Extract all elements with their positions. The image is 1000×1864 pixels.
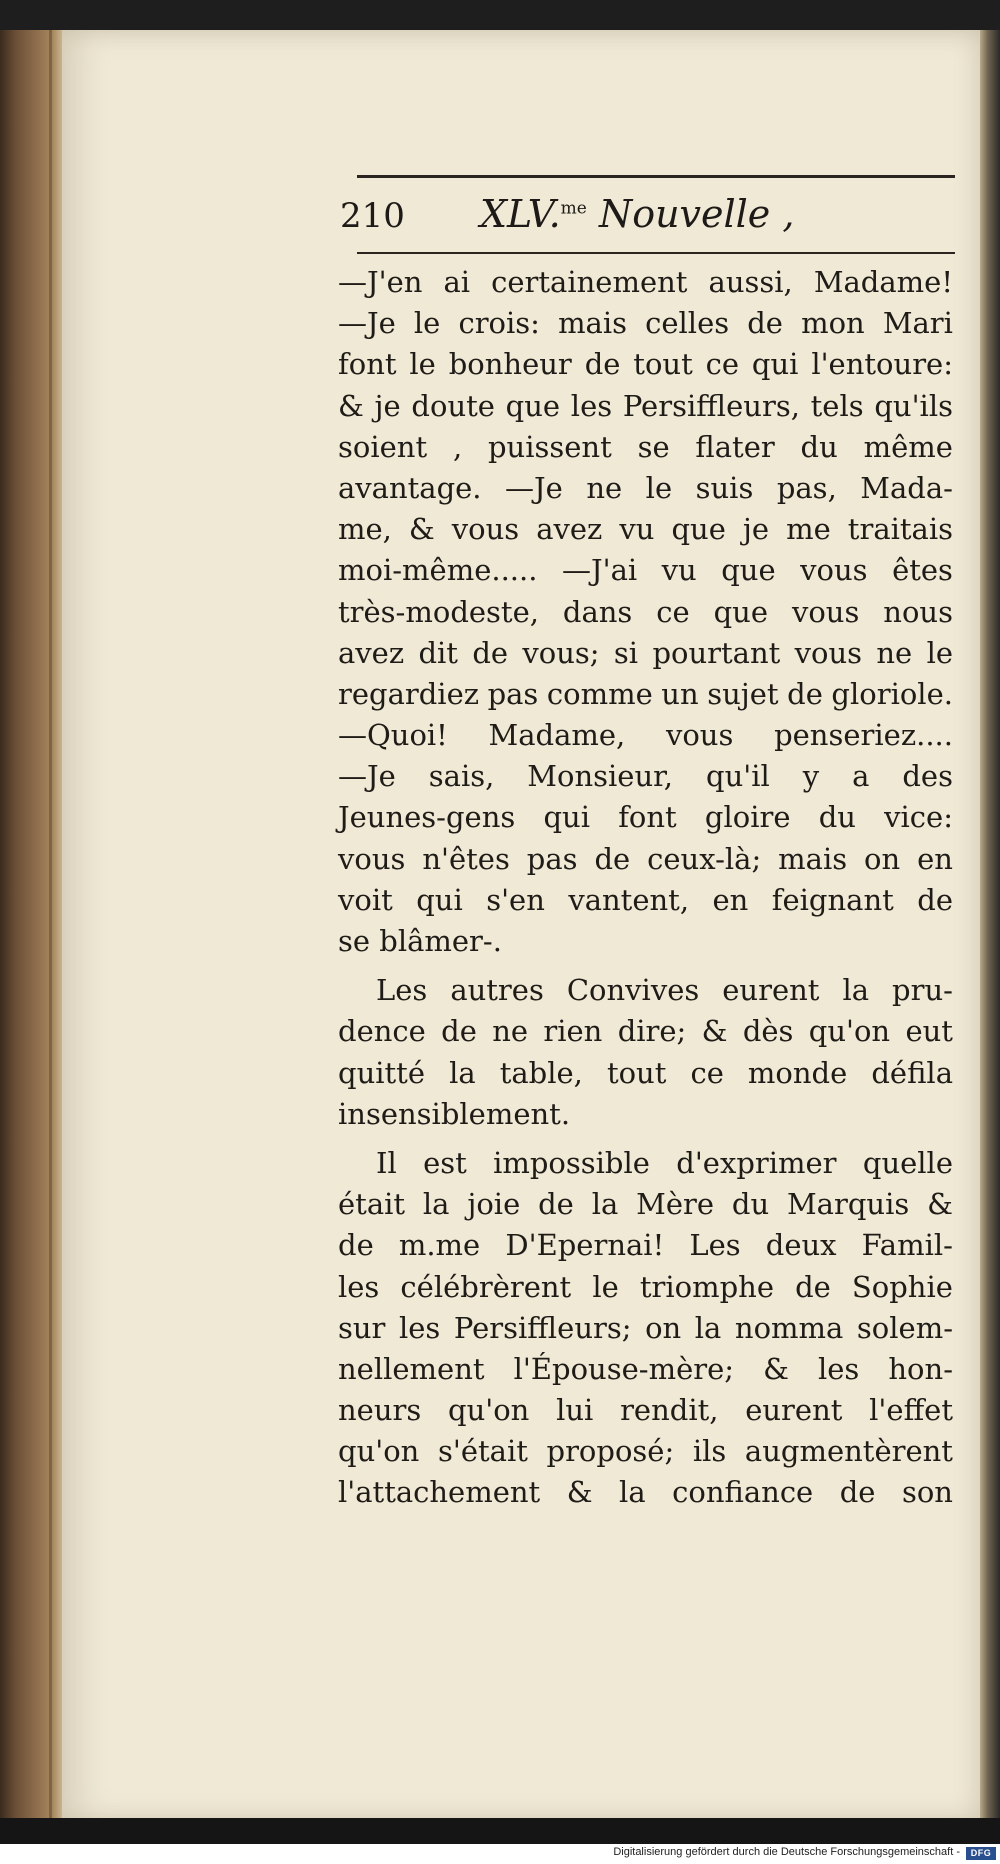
word: font <box>618 800 677 835</box>
word: quelle <box>862 1145 953 1180</box>
word: pas <box>526 841 578 876</box>
word: regardiez <box>338 676 480 711</box>
text-line <box>338 756 953 797</box>
word: vous <box>791 594 860 629</box>
word: se <box>637 429 670 464</box>
paragraph-gap <box>338 1135 953 1143</box>
text-line <box>338 1053 953 1094</box>
word: ce <box>705 347 740 382</box>
running-head-superscript: me <box>560 198 587 219</box>
word: vu <box>661 553 697 588</box>
text-line <box>338 1390 953 1431</box>
word: aussi, <box>708 265 793 299</box>
text-line <box>338 880 953 921</box>
word: très-modeste, <box>338 594 539 629</box>
word: flater <box>695 429 775 464</box>
word: s'était <box>437 1434 528 1469</box>
text-line <box>338 1267 953 1308</box>
word: font <box>338 347 397 382</box>
word: triomphe <box>639 1269 774 1304</box>
word: gloire <box>704 800 791 835</box>
word: traitais <box>847 512 953 547</box>
word: la <box>619 1475 646 1510</box>
word: tels <box>810 388 864 423</box>
word: de <box>594 841 631 876</box>
word: que <box>721 553 776 588</box>
word: Madame, <box>488 718 626 753</box>
word: rendit, <box>620 1393 719 1428</box>
word: les <box>817 1351 860 1386</box>
text-line <box>338 509 953 550</box>
word: Les <box>689 1228 741 1263</box>
text-line <box>338 1349 953 1390</box>
word: bonheur <box>448 347 572 382</box>
word: de <box>795 1269 831 1304</box>
word: Il <box>376 1145 397 1180</box>
word: d'exprimer <box>676 1145 837 1180</box>
word: nous <box>883 594 953 629</box>
word: le <box>413 306 441 341</box>
word: ne <box>492 1014 529 1049</box>
word: vice: <box>884 800 953 835</box>
digitization-credit: Digitalisierung gefördert durch die Deutsche Forschungsgemeinschaft - <box>613 1846 960 1858</box>
word: & <box>566 1475 593 1510</box>
word: vantent, <box>568 882 690 917</box>
running-head <box>480 192 794 236</box>
word: ne <box>586 470 623 505</box>
word: moi-même..... <box>338 553 538 588</box>
word: mais <box>558 306 628 341</box>
word: pas, <box>776 470 837 505</box>
word: Persiffleurs, <box>622 388 800 423</box>
text-line <box>338 344 953 385</box>
text-line <box>338 970 953 1011</box>
word: gloriole. <box>831 676 953 711</box>
word: on <box>645 1310 682 1345</box>
text-line <box>338 1143 953 1184</box>
word: que <box>671 512 726 547</box>
word: joie <box>467 1187 521 1222</box>
word: les <box>338 1269 380 1304</box>
word: était <box>338 1187 406 1222</box>
word: pru- <box>892 973 953 1008</box>
word: Persiffleurs; <box>453 1310 632 1345</box>
word: qu'on <box>448 1393 530 1428</box>
word: ce <box>656 594 690 629</box>
word: dans <box>562 594 633 629</box>
word: Les <box>376 973 428 1008</box>
word: de <box>839 1475 876 1510</box>
word: je <box>374 388 401 423</box>
word: impossible <box>493 1145 650 1180</box>
word: solem- <box>856 1310 953 1345</box>
text-line <box>338 1431 953 1472</box>
word: des <box>902 759 953 794</box>
page-number: 210 <box>340 196 405 236</box>
word: en <box>712 882 749 917</box>
word: la <box>694 1310 722 1345</box>
word: dès <box>742 1014 794 1049</box>
text-line: insensiblement. <box>338 1096 571 1131</box>
running-head-numeral: XLV. <box>480 192 561 236</box>
word: le <box>926 635 953 670</box>
word: un <box>661 676 699 711</box>
scan-bottom-edge <box>0 1818 1000 1844</box>
word: —Quoi! <box>338 718 448 753</box>
word: —J'ai <box>561 553 638 588</box>
word: pas <box>487 676 539 711</box>
word: dire; <box>617 1014 687 1049</box>
text-line <box>338 715 953 756</box>
word: ce <box>690 1055 724 1090</box>
header-rule-top <box>357 175 955 178</box>
word: penseriez.... <box>774 718 953 753</box>
word: les <box>570 388 613 423</box>
word: sujet <box>707 676 779 711</box>
word: puissent <box>487 429 612 464</box>
word: même <box>863 429 953 464</box>
word: qui <box>543 800 590 835</box>
word: les <box>399 1310 441 1345</box>
word: D'Epernai! <box>505 1228 665 1263</box>
word: , <box>452 429 463 464</box>
text-line <box>338 468 953 509</box>
word: le <box>409 347 436 382</box>
word: a <box>852 759 870 794</box>
word: vous <box>338 841 406 876</box>
word: on <box>864 841 901 876</box>
word: Mari <box>882 306 953 341</box>
word: ceux-là; <box>647 841 762 876</box>
running-head-title: Nouvelle , <box>586 192 795 236</box>
word: je <box>742 512 770 547</box>
word: de <box>441 1014 477 1049</box>
word: si <box>613 635 639 670</box>
word: me <box>786 512 831 547</box>
word: êtes <box>892 553 953 588</box>
word: en <box>917 841 953 876</box>
word: vu <box>619 512 655 547</box>
word: deux <box>765 1228 837 1263</box>
text-line <box>338 1472 953 1513</box>
word: de <box>472 635 509 670</box>
word: Monsieur, <box>527 759 674 794</box>
scan-top-edge <box>0 0 1000 30</box>
word: Marquis <box>786 1187 910 1222</box>
digitization-footer <box>0 1844 1000 1864</box>
word: dit <box>418 635 458 670</box>
word: mon <box>801 306 865 341</box>
word: vous; <box>522 635 600 670</box>
text-line <box>338 1225 953 1266</box>
word: tout <box>633 347 693 382</box>
word: la <box>422 1187 450 1222</box>
word: vous <box>794 635 863 670</box>
word: y <box>802 759 820 794</box>
word: feignant <box>771 882 894 917</box>
word: de <box>584 347 621 382</box>
word: du <box>818 800 856 835</box>
word: défila <box>871 1055 953 1090</box>
word: eurent <box>722 973 820 1008</box>
word: —Je <box>338 306 396 341</box>
word: crois: <box>458 306 540 341</box>
word: soient <box>338 429 428 464</box>
word: vous <box>665 718 734 753</box>
word: de <box>538 1187 574 1222</box>
word: vous <box>451 512 520 547</box>
word: ai <box>443 265 471 299</box>
word: du <box>731 1187 770 1222</box>
word: ils <box>692 1434 727 1469</box>
word: l'attachement <box>338 1475 541 1510</box>
paragraph-gap <box>338 962 953 970</box>
word: m.me <box>398 1228 481 1263</box>
word: son <box>901 1475 953 1510</box>
word: mais <box>778 841 848 876</box>
word: s'en <box>486 882 545 917</box>
word: avez <box>338 635 405 670</box>
word: hon- <box>888 1351 953 1386</box>
word: —Je <box>505 470 563 505</box>
word: quitté <box>338 1055 425 1090</box>
word: lui <box>556 1393 594 1428</box>
word: comme <box>546 676 653 711</box>
word: Jeunes-gens <box>338 800 516 835</box>
dfg-logo: DFG <box>966 1847 996 1860</box>
word: est <box>423 1145 467 1180</box>
word: nellement <box>338 1351 485 1386</box>
word: sur <box>338 1310 386 1345</box>
text-line <box>338 592 953 633</box>
word: la <box>842 973 870 1008</box>
word: autres <box>450 973 544 1008</box>
word: me, <box>338 512 392 547</box>
book-spine-edge <box>0 30 62 1825</box>
text-line <box>338 427 953 468</box>
page-header <box>340 192 960 248</box>
text-line <box>338 262 953 303</box>
word: le <box>592 1269 619 1304</box>
word: Mada- <box>860 470 953 505</box>
word: la <box>591 1187 619 1222</box>
word: qu'on <box>808 1014 891 1049</box>
word: eut <box>905 1014 953 1049</box>
text-line <box>338 633 953 674</box>
word: dence <box>338 1014 426 1049</box>
text-line <box>338 550 953 591</box>
word: l'effet <box>869 1393 953 1428</box>
word: qu'il <box>706 759 770 794</box>
word: sais, <box>428 759 495 794</box>
word: & <box>927 1187 953 1222</box>
word: qu'ils <box>874 388 953 423</box>
word: augmentèrent <box>744 1434 953 1469</box>
text-line <box>338 1184 953 1225</box>
word: qui <box>416 882 463 917</box>
word: rien <box>543 1014 603 1049</box>
word: Sophie <box>851 1269 953 1304</box>
word: Famil- <box>861 1228 953 1263</box>
text-line <box>338 674 953 715</box>
word: pourtant <box>652 635 781 670</box>
word: proposé; <box>546 1434 675 1469</box>
word: ne <box>876 635 913 670</box>
word: & <box>408 512 435 547</box>
word: nomma <box>734 1310 844 1345</box>
text-line <box>338 1011 953 1052</box>
word: & <box>338 388 364 423</box>
word: de <box>338 1228 374 1263</box>
word: de <box>787 676 823 711</box>
word: qui <box>751 347 799 382</box>
page-fore-edge <box>980 30 1000 1825</box>
text-line: se blâmer-. <box>338 924 502 958</box>
word: table, <box>499 1055 583 1090</box>
word: l'entoure: <box>811 347 953 382</box>
word: Convives <box>566 973 700 1008</box>
word: le <box>645 470 673 505</box>
word: l'Épouse-mère; <box>513 1351 735 1386</box>
word: que <box>505 388 561 423</box>
text-line <box>338 1308 953 1349</box>
text-line <box>338 303 953 344</box>
word: suis <box>695 470 754 505</box>
text-line <box>338 839 953 880</box>
word: avez <box>536 512 603 547</box>
word: la <box>449 1055 476 1090</box>
word: voit <box>338 882 393 917</box>
word: de <box>747 306 783 341</box>
word: de <box>917 882 953 917</box>
word: qu'on <box>338 1434 420 1469</box>
word: du <box>800 429 838 464</box>
word: doute <box>411 388 495 423</box>
word: monde <box>747 1055 848 1090</box>
word: que <box>713 594 769 629</box>
word: Madame! <box>813 265 953 299</box>
word: célébrèrent <box>400 1269 572 1304</box>
word: tout <box>606 1055 667 1090</box>
word: Mère <box>636 1187 715 1222</box>
word: —J'en <box>338 265 423 299</box>
word: & <box>701 1014 728 1049</box>
word: —Je <box>338 759 396 794</box>
header-rule-bottom <box>357 252 955 254</box>
word: certainement <box>491 265 688 299</box>
word: confiance <box>672 1475 814 1510</box>
word: celles <box>645 306 730 341</box>
word: neurs <box>338 1393 422 1428</box>
body-text <box>338 262 953 1514</box>
text-line <box>338 386 953 427</box>
word: vous <box>800 553 868 588</box>
text-line <box>338 797 953 838</box>
word: avantage. <box>338 470 482 505</box>
word: n'êtes <box>422 841 510 876</box>
word: & <box>763 1351 789 1386</box>
word: eurent <box>745 1393 843 1428</box>
